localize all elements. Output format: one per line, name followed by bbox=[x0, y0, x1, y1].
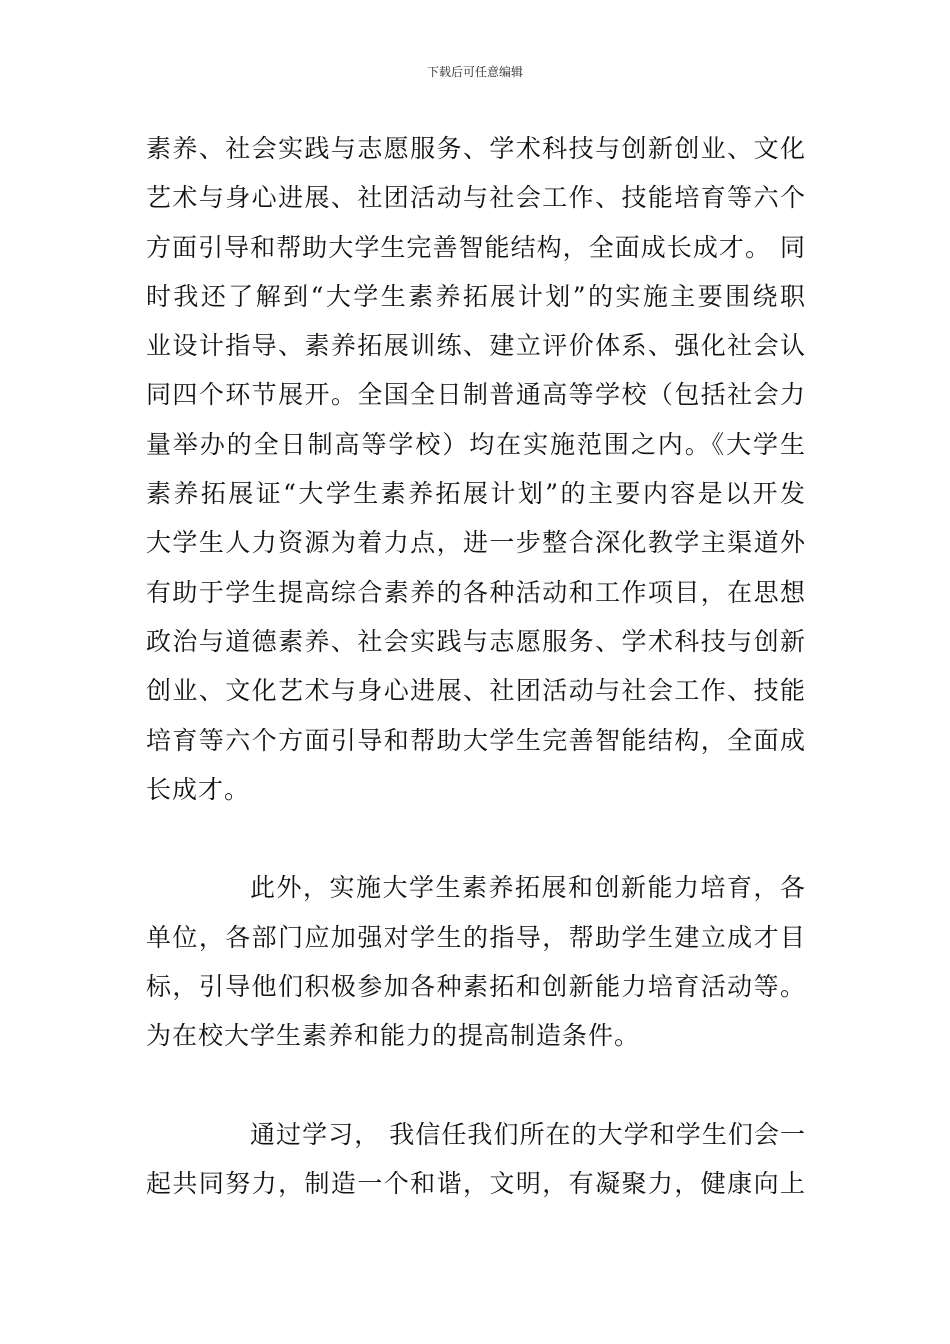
text-line: 创业、文化艺术与身心进展、社团活动与社会工作、技能 bbox=[146, 676, 806, 706]
text-line: 起共同努力，制造一个和谐，文明，有凝聚力，健康向上 bbox=[146, 1169, 806, 1199]
text-line: 同四个环节展开。全国全日制普通高等学校（包括社会力 bbox=[146, 380, 806, 410]
text-line: 有助于学生提高综合素养的各种活动和工作项目，在思想 bbox=[146, 577, 806, 607]
text-line: 政治与道德素养、社会实践与志愿服务、学术科技与创新 bbox=[146, 626, 806, 656]
text-line: 标，引导他们积极参加各种素拓和创新能力培育活动等。 bbox=[146, 972, 806, 1002]
text-line: 通过学习， 我信任我们所在的大学和学生们会一 bbox=[250, 1119, 806, 1149]
page-header: 下载后可任意编辑 bbox=[426, 65, 523, 79]
paragraph-2 bbox=[146, 863, 806, 1060]
document-body bbox=[146, 124, 806, 1209]
text-line: 此外，实施大学生素养拓展和创新能力培育，各 bbox=[250, 873, 806, 903]
text-line: 为在校大学生素养和能力的提高制造条件。 bbox=[146, 1021, 641, 1051]
text-line: 量举办的全日制高等学校）均在实施范围之内。《大学生 bbox=[146, 429, 806, 459]
text-line: 业设计指导、素养拓展训练、建立评价体系、强化社会认 bbox=[146, 331, 806, 361]
paragraph-3 bbox=[146, 1110, 806, 1209]
text-line: 长成才。 bbox=[146, 774, 251, 804]
text-line: 大学生人力资源为着力点，进一步整合深化教学主渠道外 bbox=[146, 528, 806, 558]
paragraph-1 bbox=[146, 124, 806, 814]
text-line: 素养、社会实践与志愿服务、学术科技与创新创业、文化 bbox=[146, 134, 806, 163]
text-line: 方面引导和帮助大学生完善智能结构，全面成长成才。 同 bbox=[146, 232, 806, 262]
paragraph-spacer bbox=[146, 814, 806, 863]
paragraph-spacer bbox=[146, 1061, 806, 1110]
text-line: 艺术与身心进展、社团活动与社会工作、技能培育等六个 bbox=[146, 183, 806, 213]
text-line: 培育等六个方面引导和帮助大学生完善智能结构，全面成 bbox=[146, 725, 806, 755]
text-line: 时我还了解到“大学生素养拓展计划”的实施主要围绕职 bbox=[146, 281, 806, 311]
text-line: 单位，各部门应加强对学生的指导，帮助学生建立成才目 bbox=[146, 922, 806, 952]
text-line: 素养拓展证“大学生素养拓展计划”的主要内容是以开发 bbox=[146, 479, 806, 509]
